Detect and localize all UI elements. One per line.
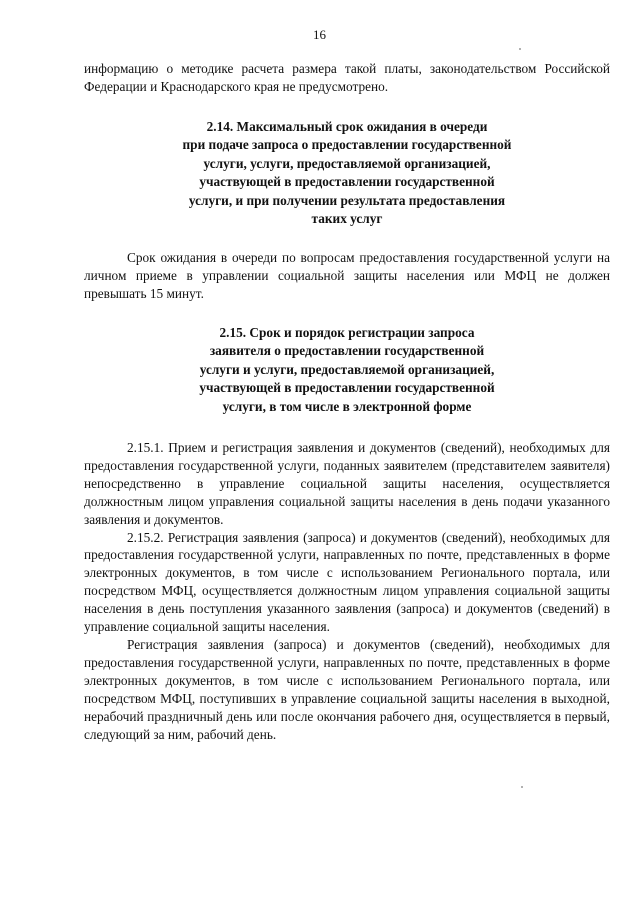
section-2-14-paragraph: Срок ожидания в очереди по вопросам предоставления государственной услуги на личном приеме в управлении социальной защиты населения или МФЦ не должен превышать 15 минут. [84, 249, 610, 301]
heading-line: услуги, в том числе в электронной форме [222, 398, 472, 414]
scan-speck [521, 786, 523, 788]
heading-line: 2.15. Срок и порядок регистрации запроса [219, 324, 475, 340]
intro-paragraph: информацию о методике расчета размера такой платы, законодательством Российской Федерации и Краснодарского края не предусмотрено. [84, 61, 610, 94]
heading-line: таких услуг [311, 211, 383, 227]
paragraph-2-15-1: 2.15.1. Прием и регистрация заявления и документов (сведений), необходимых для предоставления государственной услуги, поданных заявителем (представителем заявителя) непосредственно в управление социальной защиты населения, осуществляется должностным лицом управления социальной защиты населения в день подачи указанного заявления и документов. [84, 440, 610, 527]
paragraph-registration-off-hours: Регистрация заявления (запроса) и документов (сведений), необходимых для предоставления государственной услуги, направленных по почте, представленных в форме электронных документов, в том числе с использованием Регионального портала, или посредством МФЦ, поступивших в управление социальной защиты населения в выходной, нерабочий праздничный день или после окончания рабочего дня, осуществляется в первый, следующий за ним, рабочий день. [84, 637, 610, 742]
page-number: 16 [313, 27, 326, 42]
paragraph-2-15-2: 2.15.2. Регистрация заявления (запроса) и документов (сведений), необходимых для предоставления государственной услуги, направленных по почте, представленных в форме электронных документов, в том числе с использованием Регионального портала, или посредством МФЦ, осуществляется должностным лицом управления социальной защиты населения в день поступления указанного заявления (запроса) и документов (сведений) в управление социальной защиты населения. [84, 529, 610, 635]
scan-speck [519, 48, 521, 50]
heading-line: заявителя о предоставлении государственной [209, 343, 485, 359]
heading-line: услуги, и при получении результата предоставления [188, 192, 506, 208]
heading-line: 2.14. Максимальный срок ожидания в очереди [206, 118, 488, 134]
heading-line: участвующей в предоставлении государственной [199, 174, 495, 190]
heading-line: участвующей в предоставлении государственной [199, 380, 495, 396]
heading-line: услуги, услуги, предоставляемой организацией, [203, 155, 491, 171]
document-body [84, 60, 610, 743]
heading-line: услуги и услуги, предоставляемой организацией, [199, 361, 495, 377]
section-2-15-heading [84, 324, 610, 417]
section-2-14-heading [84, 118, 610, 229]
heading-line: при подаче запроса о предоставлении государственной [182, 137, 512, 153]
